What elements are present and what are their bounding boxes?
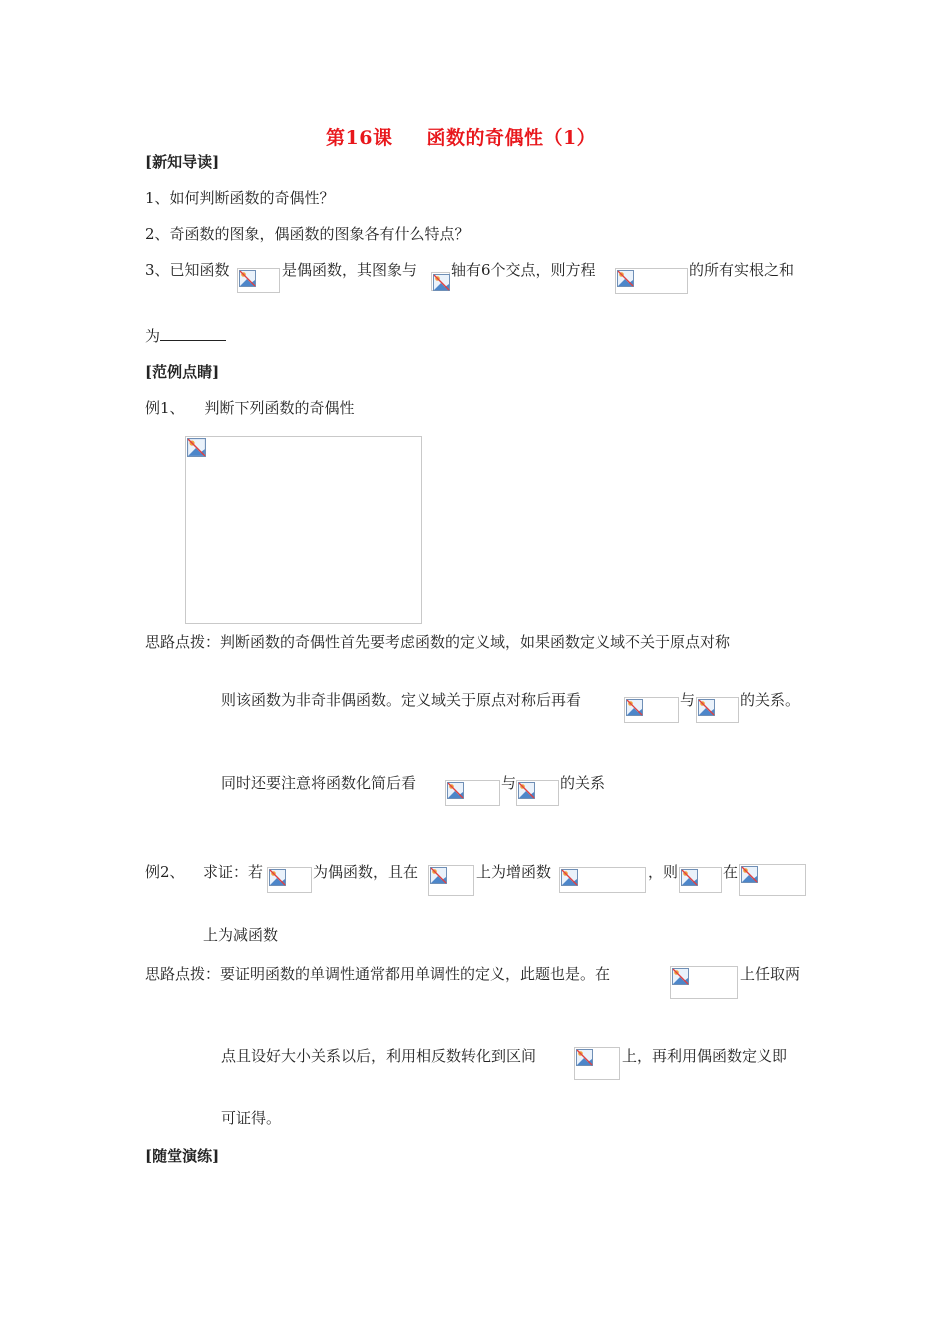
- hint-2-line-2a: 点且设好大小关系以后，利用相反数转化到区间: [221, 1047, 537, 1065]
- broken-image-icon: [741, 866, 758, 883]
- formula-image: [624, 697, 679, 723]
- broken-image-icon: [433, 274, 450, 291]
- broken-image-icon: [698, 699, 715, 716]
- example-2-b: 为偶函数，且在: [313, 863, 419, 881]
- broken-image-icon: [518, 782, 535, 799]
- lesson-number: 第16课: [326, 127, 393, 149]
- hint-1-label: 思路点拨：: [145, 633, 221, 651]
- formula-image: [615, 268, 688, 294]
- example-2-a: 求证：若: [203, 863, 264, 881]
- question-2: 2、奇函数的图象，偶函数的图象各有什么特点？: [145, 225, 470, 243]
- broken-image-icon: [187, 438, 206, 457]
- hint-1-line-3a: 同时还要注意将函数化简后看: [221, 774, 417, 792]
- hint-2-line-3: 可证得。: [221, 1109, 282, 1127]
- formula-image: [679, 867, 722, 893]
- formula-image: [696, 697, 739, 723]
- formula-image: [670, 966, 738, 999]
- broken-image-icon: [561, 869, 578, 886]
- formula-image: [445, 780, 500, 806]
- formula-image: [574, 1047, 620, 1080]
- hint-1-line-2a: 则该函数为非奇非偶函数。定义域关于原点对称后再看: [221, 691, 582, 709]
- example-1: [145, 398, 355, 418]
- example-2-label: 例2、: [145, 863, 185, 881]
- formula-image: [516, 780, 559, 806]
- question-3-c: 轴有6个交点，则方程: [451, 261, 596, 279]
- page-title: [326, 125, 596, 151]
- broken-image-icon: [269, 869, 286, 886]
- hint-2-line-1b: 上任取两: [740, 965, 801, 983]
- formula-image: [739, 864, 806, 896]
- formula-image: [428, 865, 474, 896]
- broken-image-icon: [626, 699, 643, 716]
- formula-image: [237, 268, 280, 293]
- example-2-c: 上为增函数: [476, 863, 552, 881]
- hint-2-line-1a: [145, 964, 610, 984]
- question-1: 1、如何判断函数的奇偶性？: [145, 189, 335, 207]
- hint-2-label: 思路点拨：: [145, 965, 221, 983]
- broken-image-icon: [430, 867, 447, 884]
- hint-1-text: 判断函数的奇偶性首先要考虑函数的定义域，如果函数定义域不关于原点对称: [220, 633, 731, 651]
- lesson-topic: 函数的奇偶性（1）: [426, 127, 597, 149]
- example-1-text: 判断下列函数的奇偶性: [204, 399, 355, 417]
- example-2-d: ，则: [648, 863, 679, 881]
- broken-image-icon: [617, 270, 634, 287]
- hint-2-line-2b: 上，再利用偶函数定义即: [622, 1047, 788, 1065]
- hint-2-text: 要证明函数的单调性通常都用单调性的定义，此题也是。在: [220, 965, 611, 983]
- hint-1-line-3b: 与: [501, 774, 517, 792]
- broken-image-icon: [447, 782, 464, 799]
- example-2-e: 在: [723, 863, 739, 881]
- hint-1-line-3c: 的关系: [560, 774, 606, 792]
- question-3-d: 的所有实根之和: [689, 261, 795, 279]
- answer-blank: [160, 326, 226, 341]
- example-1-label: 例1、: [145, 399, 185, 417]
- question-3-b: 是偶函数，其图象与: [282, 261, 418, 279]
- hint-1-line-2c: 的关系。: [740, 691, 801, 709]
- formula-image: [431, 272, 450, 291]
- broken-image-icon: [576, 1049, 593, 1066]
- question-3-e: [145, 326, 226, 346]
- formula-image-large: [185, 436, 422, 624]
- broken-image-icon: [681, 869, 698, 886]
- formula-image: [559, 867, 646, 893]
- example-2-f: 上为减函数: [203, 926, 279, 944]
- section-practice: [随堂演练]: [145, 1147, 220, 1165]
- section-new-knowledge: [新知导读]: [145, 153, 220, 171]
- broken-image-icon: [239, 270, 256, 287]
- hint-1-line-1: [145, 632, 730, 652]
- question-3-a: 3、已知函数: [145, 261, 230, 279]
- section-examples: [范例点睛]: [145, 363, 220, 381]
- hint-1-line-2b: 与: [680, 691, 696, 709]
- question-3-e-text: 为: [145, 327, 161, 345]
- formula-image: [267, 867, 312, 893]
- broken-image-icon: [672, 968, 689, 985]
